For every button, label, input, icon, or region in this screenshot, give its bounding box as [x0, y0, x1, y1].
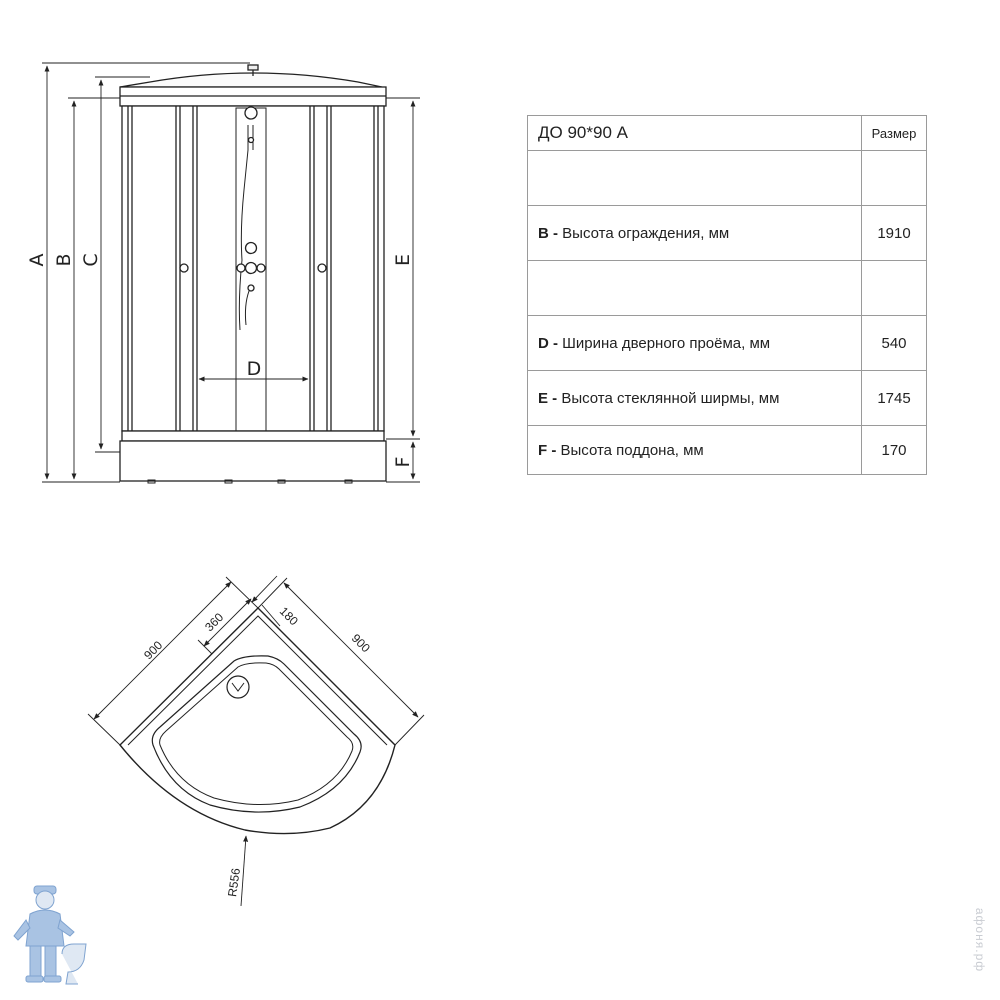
table-row	[528, 151, 927, 206]
row-value: 540	[862, 316, 927, 371]
table-row	[528, 426, 927, 475]
row-value	[862, 261, 927, 316]
table-row	[528, 261, 927, 316]
dim-label-radius: R556	[225, 867, 243, 898]
watermark-text: афоня.рф	[973, 907, 987, 973]
cabin-roof	[120, 73, 382, 87]
row-text: Ширина дверного проёма, мм	[562, 334, 771, 352]
dim-label-b: B	[53, 253, 75, 267]
plumber-mascot-icon	[10, 880, 90, 990]
row-value	[862, 151, 927, 206]
row-letter: B -	[538, 224, 563, 242]
row-letter: D -	[538, 334, 563, 352]
spec-table-title: ДО 90*90 А	[528, 116, 862, 151]
table-row	[528, 316, 927, 371]
dim-label-a: A	[26, 253, 48, 267]
overhead-shower-icon	[245, 107, 257, 119]
row-text: Высота стеклянной ширмы, мм	[561, 389, 780, 407]
spec-table-header	[528, 116, 927, 151]
row-letter: E -	[538, 389, 562, 407]
dim-line-180	[252, 576, 277, 602]
table-row	[528, 371, 927, 426]
row-value: 1910	[862, 206, 927, 261]
hand-shower-icon	[248, 285, 254, 291]
dim-label-180: 180	[276, 604, 301, 629]
door-handle-right	[318, 264, 326, 272]
dim-label-d: D	[246, 358, 262, 380]
dim-label-900-right: 900	[348, 631, 373, 656]
spec-table-size-header: Размер	[862, 116, 927, 151]
dim-label-e: E	[392, 253, 414, 267]
spec-table	[527, 115, 927, 475]
row-letter: F -	[538, 441, 561, 459]
control-knob-icon	[246, 263, 257, 274]
row-text: Высота ограждения, мм	[562, 224, 730, 242]
row-value: 1745	[862, 371, 927, 426]
dim-label-f: F	[392, 456, 414, 468]
row-text: Высота поддона, мм	[560, 441, 704, 459]
control-knob-icon	[246, 243, 257, 254]
shower-tray	[120, 441, 386, 481]
row-value: 170	[862, 426, 927, 475]
dim-label-360: 360	[202, 610, 227, 635]
dim-label-900-left: 900	[141, 638, 166, 663]
door-handle-left	[180, 264, 188, 272]
dim-label-c: C	[80, 253, 102, 267]
drain-icon	[227, 676, 249, 698]
watermark	[960, 880, 1000, 1000]
front-view	[120, 65, 386, 483]
table-row	[528, 206, 927, 261]
tray-ledge	[122, 431, 384, 441]
